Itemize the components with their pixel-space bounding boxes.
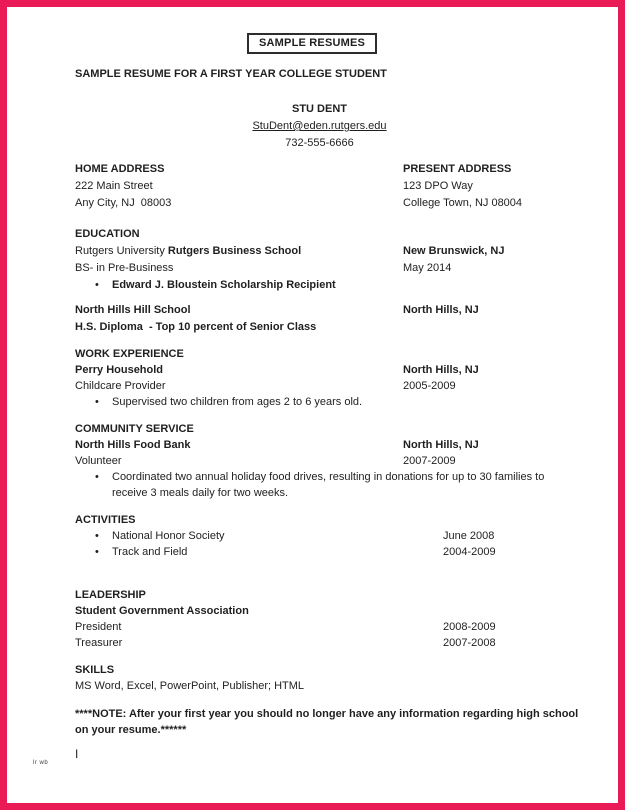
- sample-resumes-banner: SAMPLE RESUMES: [247, 33, 377, 54]
- skills-list: MS Word, Excel, PowerPoint, Publisher; HTML: [75, 680, 305, 692]
- phone-number: 732-555-6666: [285, 137, 354, 149]
- community-org: North Hills Food Bank: [75, 439, 191, 451]
- leadership-item: [75, 635, 590, 651]
- school1-location: New Brunswick, NJ: [403, 245, 505, 257]
- home-address-line1: 222 Main Street: [75, 180, 153, 192]
- present-address-line1: 123 DPO Way: [403, 180, 473, 192]
- leadership-role: President: [75, 621, 122, 633]
- resume-content: [7, 7, 618, 803]
- text-cursor: I: [75, 747, 79, 761]
- community-dates: 2007-2009: [403, 455, 456, 467]
- bullet-icon: •: [95, 471, 99, 483]
- bullet-icon: •: [95, 279, 99, 291]
- school1-name-bold: Rutgers Business School: [167, 245, 302, 257]
- school2-location: North Hills, NJ: [403, 304, 479, 316]
- degree: BS- in Pre-Business: [75, 262, 174, 274]
- activity-item: • Track and Field 2004-2009: [95, 546, 496, 558]
- bullet-icon: •: [95, 546, 99, 558]
- candidate-name: STU DENT: [292, 103, 347, 115]
- leadership-org: Student Government Association: [75, 605, 249, 617]
- skills-section: [75, 662, 590, 694]
- skills-header: SKILLS: [75, 664, 115, 676]
- community-bullet: • Coordinated two annual holiday food drives, resulting in donations for up to 30 families to receive 3 meals daily for two weeks.: [95, 471, 545, 499]
- page-title: SAMPLE RESUME FOR A FIRST YEAR COLLEGE STUDENT: [75, 68, 387, 80]
- work-dates: 2005-2009: [403, 380, 456, 392]
- bullet-icon: •: [95, 530, 99, 542]
- education-bullet: • Edward J. Bloustein Scholarship Recipient: [75, 277, 590, 294]
- work-header: WORK EXPERIENCE: [75, 348, 184, 360]
- note-section: [75, 706, 590, 738]
- leadership-dates: 2007-2008: [443, 637, 496, 649]
- home-address-label: HOME ADDRESS: [75, 163, 165, 175]
- addresses-section: [75, 161, 590, 212]
- home-address-line2: Any City, NJ 08003: [75, 197, 172, 209]
- school1-name-plain: Rutgers University: [75, 245, 168, 257]
- watermark-text: lr wb: [33, 760, 49, 766]
- community-section: [75, 421, 590, 501]
- grad-date: May 2014: [403, 262, 452, 274]
- note-text: ****NOTE: After your first year you should no longer have any information regarding high school on your resume.******: [75, 708, 579, 736]
- work-bullet: • Supervised two children from ages 2 to 6 years old.: [95, 396, 363, 408]
- leadership-role: Treasurer: [75, 637, 123, 649]
- leadership-item: [75, 619, 590, 635]
- activity-dates: 2004-2009: [443, 546, 496, 558]
- education-header: EDUCATION: [75, 228, 140, 240]
- present-address-label: PRESENT ADDRESS: [403, 163, 512, 175]
- school2-name: North Hills Hill School: [75, 304, 191, 316]
- work-section: [75, 346, 590, 410]
- contact-block: [7, 101, 618, 152]
- employer: Perry Household: [75, 364, 164, 376]
- community-role: Volunteer: [75, 455, 122, 467]
- present-address-line2: College Town, NJ 08004: [403, 197, 523, 209]
- work-role: Childcare Provider: [75, 380, 166, 392]
- school2-detail: H.S. Diploma - Top 10 percent of Senior Class: [75, 321, 317, 333]
- bullet-icon: •: [95, 396, 99, 408]
- leadership-section: [75, 587, 590, 651]
- activity-item: • National Honor Society June 2008: [95, 530, 495, 542]
- education-section: [75, 226, 590, 336]
- activities-header: ACTIVITIES: [75, 514, 136, 526]
- activity-dates: June 2008: [443, 530, 495, 542]
- community-header: COMMUNITY SERVICE: [75, 423, 194, 435]
- work-location: North Hills, NJ: [403, 364, 479, 376]
- leadership-header: LEADERSHIP: [75, 589, 146, 601]
- community-location: North Hills, NJ: [403, 439, 479, 451]
- activities-section: [75, 512, 590, 560]
- leadership-dates: 2008-2009: [443, 621, 496, 633]
- email-link[interactable]: StuDent@eden.rutgers.edu: [252, 120, 387, 132]
